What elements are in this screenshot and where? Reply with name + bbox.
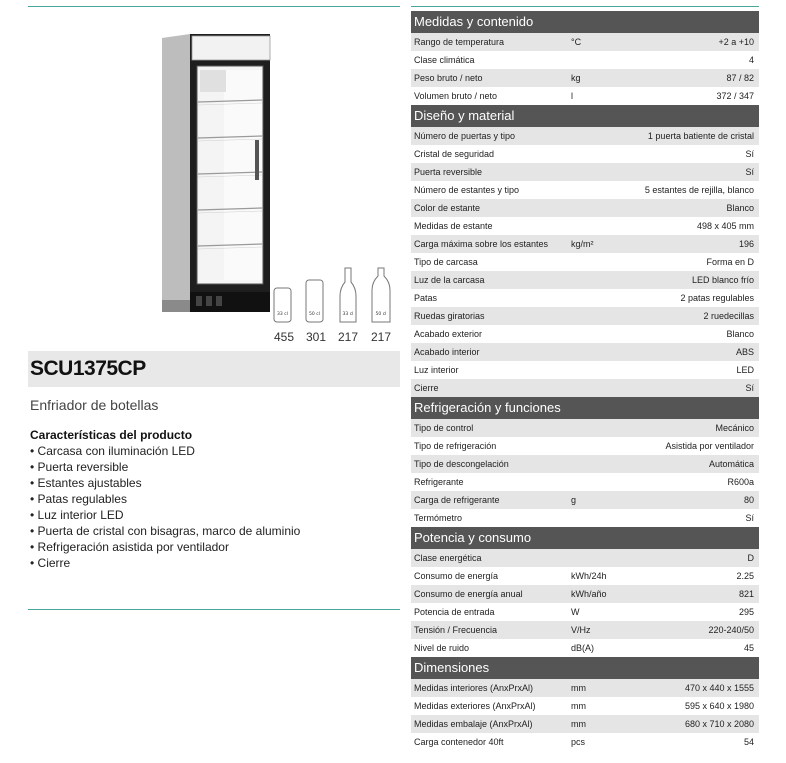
spec-label: Patas xyxy=(414,293,438,303)
spec-value: Automática xyxy=(708,459,754,469)
spec-row xyxy=(411,181,759,199)
spec-value: 80 xyxy=(743,495,754,505)
spec-label: Medidas interiores (AnxPrxAl) xyxy=(414,683,534,693)
spec-row xyxy=(411,639,759,657)
feature-item: • Estantes ajustables xyxy=(30,475,300,491)
spec-value: LED xyxy=(736,365,754,375)
bottom-divider-left xyxy=(28,609,400,610)
spec-unit: mm xyxy=(571,701,586,711)
spec-row xyxy=(411,621,759,639)
svg-text:50 cl: 50 cl xyxy=(375,312,387,317)
spec-row xyxy=(411,361,759,379)
feature-item: • Luz interior LED xyxy=(30,507,300,523)
spec-label: Termómetro xyxy=(414,513,463,523)
spec-value: Sí xyxy=(745,167,754,177)
spec-label: Medidas exteriores (AnxPrxAl) xyxy=(414,701,536,711)
spec-value: ABS xyxy=(735,347,754,357)
spec-label: Ruedas giratorias xyxy=(414,311,485,321)
spec-row xyxy=(411,253,759,271)
spec-unit: l xyxy=(571,91,573,101)
spec-row xyxy=(411,343,759,361)
container-count-bottle-50: 217 xyxy=(370,330,392,344)
spec-row xyxy=(411,127,759,145)
feature-item: • Refrigeración asistida por ventilador xyxy=(30,539,300,555)
spec-label: Medidas embalaje (AnxPrxAl) xyxy=(414,719,533,729)
spec-label: Refrigerante xyxy=(414,477,464,487)
spec-value: 595 x 640 x 1980 xyxy=(684,701,754,711)
spec-value: 1 puerta batiente de cristal xyxy=(647,131,754,141)
feature-item: • Patas regulables xyxy=(30,491,300,507)
svg-text:33 cl: 33 cl xyxy=(342,312,354,317)
spec-value: R600a xyxy=(727,477,754,487)
spec-value: 295 xyxy=(738,607,754,617)
spec-unit xyxy=(568,437,628,455)
spec-table xyxy=(411,11,759,751)
spec-unit: dB(A) xyxy=(571,643,595,653)
spec-unit xyxy=(568,181,628,199)
feature-item: • Cierre xyxy=(30,555,300,571)
spec-unit: W xyxy=(571,607,580,617)
container-count-bottle-33: 217 xyxy=(337,330,359,344)
spec-unit: V/Hz xyxy=(571,625,591,635)
spec-label: Rango de temperatura xyxy=(414,37,505,47)
spec-unit xyxy=(568,127,628,145)
features-heading: Características del producto xyxy=(30,428,193,442)
spec-label: Acabado exterior xyxy=(414,329,483,339)
spec-value: Sí xyxy=(745,513,754,523)
spec-value: 470 x 440 x 1555 xyxy=(684,683,754,693)
spec-label: Luz interior xyxy=(414,365,459,375)
spec-value: Blanco xyxy=(726,203,754,213)
spec-unit xyxy=(568,289,628,307)
spec-unit xyxy=(568,51,628,69)
spec-label: Consumo de energía anual xyxy=(414,589,523,599)
spec-label: Acabado interior xyxy=(414,347,480,357)
feature-item: • Carcasa con iluminación LED xyxy=(30,443,300,459)
spec-unit xyxy=(568,379,628,397)
spec-label: Tipo de descongelación xyxy=(414,459,509,469)
svg-text:50 cl: 50 cl xyxy=(309,312,320,317)
spec-label: Consumo de energía xyxy=(414,571,499,581)
spec-label: Nivel de ruido xyxy=(414,643,470,653)
product-subtitle: Enfriador de botellas xyxy=(30,397,159,413)
spec-unit: kg/m² xyxy=(571,239,594,249)
spec-row xyxy=(411,549,759,567)
spec-unit: kWh/24h xyxy=(571,571,607,581)
spec-label: Peso bruto / neto xyxy=(414,73,483,83)
spec-value: D xyxy=(747,553,754,563)
spec-label: Clase energética xyxy=(414,553,482,563)
spec-label: Medidas de estante xyxy=(414,221,493,231)
spec-unit: mm xyxy=(571,719,586,729)
spec-row xyxy=(411,163,759,181)
spec-value: 2.25 xyxy=(736,571,754,581)
spec-row xyxy=(411,473,759,491)
spec-row xyxy=(411,567,759,585)
spec-row xyxy=(411,87,759,105)
spec-label: Carga máxima sobre los estantes xyxy=(414,239,549,249)
spec-row xyxy=(411,325,759,343)
spec-row xyxy=(411,51,759,69)
spec-label: Carga contenedor 40ft xyxy=(414,737,504,747)
spec-row xyxy=(411,733,759,751)
container-count-can-33: 455 xyxy=(273,330,295,344)
spec-unit: kg xyxy=(571,73,581,83)
spec-unit xyxy=(568,473,628,491)
spec-label: Tensión / Frecuencia xyxy=(414,625,498,635)
section-heading-medidas: Medidas y contenido xyxy=(411,11,759,33)
spec-unit xyxy=(568,549,628,567)
spec-value: Blanco xyxy=(726,329,754,339)
spec-unit xyxy=(568,509,628,527)
spec-value: 498 x 405 mm xyxy=(696,221,754,231)
features-list xyxy=(30,443,300,571)
spec-value: 2 ruedecillas xyxy=(703,311,754,321)
spec-row xyxy=(411,509,759,527)
spec-label: Tipo de refrigeración xyxy=(414,441,497,451)
spec-value: 87 / 82 xyxy=(726,73,754,83)
spec-label: Tipo de carcasa xyxy=(414,257,478,267)
spec-label: Color de estante xyxy=(414,203,481,213)
spec-unit: mm xyxy=(571,683,586,693)
spec-row xyxy=(411,437,759,455)
spec-unit xyxy=(568,253,628,271)
spec-label: Carga de refrigerante xyxy=(414,495,500,505)
spec-row xyxy=(411,603,759,621)
spec-unit xyxy=(568,361,628,379)
spec-value: 821 xyxy=(738,589,754,599)
spec-value: Sí xyxy=(745,383,754,393)
spec-value: +2 a +10 xyxy=(718,37,754,47)
spec-unit xyxy=(568,325,628,343)
spec-label: Volumen bruto / neto xyxy=(414,91,498,101)
spec-unit xyxy=(568,419,628,437)
spec-row xyxy=(411,69,759,87)
product-title: SCU1375CP xyxy=(30,357,146,380)
spec-value: 372 / 347 xyxy=(716,91,754,101)
spec-value: 196 xyxy=(738,239,754,249)
spec-unit xyxy=(568,455,628,473)
spec-value: 2 patas regulables xyxy=(680,293,754,303)
spec-unit xyxy=(568,163,628,181)
spec-row xyxy=(411,455,759,473)
spec-row xyxy=(411,145,759,163)
spec-unit xyxy=(568,145,628,163)
spec-row xyxy=(411,585,759,603)
spec-value: 680 x 710 x 2080 xyxy=(684,719,754,729)
spec-row xyxy=(411,271,759,289)
spec-row xyxy=(411,419,759,437)
top-divider-right xyxy=(411,6,759,7)
spec-unit xyxy=(568,343,628,361)
spec-row xyxy=(411,235,759,253)
feature-item: • Puerta de cristal con bisagras, marco de aluminio xyxy=(30,523,300,539)
spec-value: 5 estantes de rejilla, blanco xyxy=(644,185,754,195)
spec-label: Luz de la carcasa xyxy=(414,275,485,285)
spec-label: Número de estantes y tipo xyxy=(414,185,520,195)
section-heading-potencia: Potencia y consumo xyxy=(411,527,759,549)
spec-row xyxy=(411,33,759,51)
spec-value: 4 xyxy=(748,55,754,65)
spec-label: Cristal de seguridad xyxy=(414,149,495,159)
spec-row xyxy=(411,217,759,235)
spec-value: 54 xyxy=(743,737,754,747)
spec-value: Sí xyxy=(745,149,754,159)
spec-value: LED blanco frío xyxy=(691,275,754,285)
spec-unit: °C xyxy=(571,37,582,47)
spec-row xyxy=(411,679,759,697)
top-divider-left xyxy=(28,6,400,7)
spec-row xyxy=(411,379,759,397)
spec-label: Cierre xyxy=(414,383,439,393)
svg-text:33 cl: 33 cl xyxy=(277,312,288,317)
spec-label: Tipo de control xyxy=(414,423,474,433)
spec-row xyxy=(411,491,759,509)
spec-value: Forma en D xyxy=(706,257,754,267)
spec-row xyxy=(411,307,759,325)
spec-unit: kWh/año xyxy=(571,589,607,599)
spec-label: Potencia de entrada xyxy=(414,607,495,617)
section-heading-diseno: Diseño y material xyxy=(411,105,759,127)
section-heading-refrigeracion: Refrigeración y funciones xyxy=(411,397,759,419)
spec-label: Puerta reversible xyxy=(414,167,483,177)
section-heading-dimensiones: Dimensiones xyxy=(411,657,759,679)
spec-row xyxy=(411,715,759,733)
spec-value: Asistida por ventilador xyxy=(665,441,754,451)
spec-value: Mecánico xyxy=(715,423,754,433)
spec-unit: g xyxy=(571,495,577,505)
feature-item: • Puerta reversible xyxy=(30,459,300,475)
spec-unit xyxy=(568,217,628,235)
spec-row xyxy=(411,289,759,307)
spec-unit xyxy=(568,307,628,325)
fridge-product-image xyxy=(140,30,400,350)
container-count-can-50: 301 xyxy=(305,330,327,344)
spec-row xyxy=(411,199,759,217)
spec-row xyxy=(411,697,759,715)
spec-unit xyxy=(568,271,628,289)
title-bar xyxy=(28,351,400,387)
spec-value: 45 xyxy=(743,643,754,653)
spec-label: Número de puertas y tipo xyxy=(414,131,516,141)
spec-label: Clase climática xyxy=(414,55,475,65)
spec-unit: pcs xyxy=(571,737,586,747)
spec-value: 220-240/50 xyxy=(708,625,754,635)
spec-unit xyxy=(568,199,628,217)
